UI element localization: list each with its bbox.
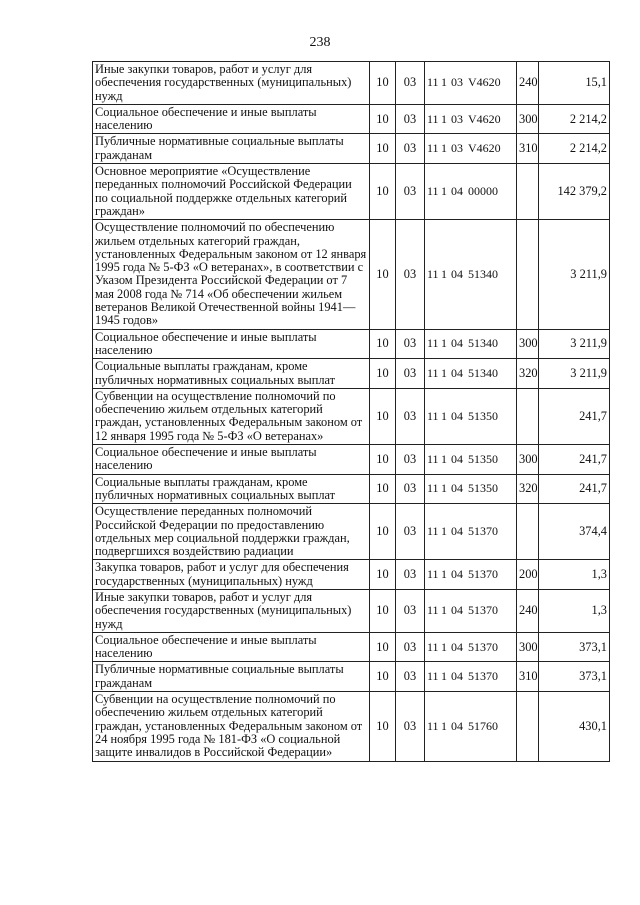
- row-name: Субвенции на осуществление полномочий по обеспечению жильем отдельных категорий граждан, установленных Федеральным законом от 12 января 1995 года № 5-ФЗ «О ветеранах»: [93, 388, 370, 444]
- row-section-code: 10: [370, 445, 396, 475]
- row-target-article-code: [425, 104, 517, 134]
- target-article-part: 03: [451, 141, 463, 156]
- row-amount: 373,1: [539, 632, 610, 662]
- target-article-part: 1: [441, 266, 447, 281]
- budget-table-body: [93, 62, 610, 762]
- target-article-part: 51350: [468, 481, 498, 496]
- row-expense-type-code: 200: [517, 560, 539, 590]
- target-article-part: 11: [427, 481, 439, 496]
- row-amount: 430,1: [539, 692, 610, 761]
- target-article-part: V4620: [468, 111, 501, 126]
- target-article-part: 1: [441, 184, 447, 199]
- row-section-code: 10: [370, 504, 396, 560]
- target-article-part: 1: [441, 408, 447, 423]
- target-article-part: 11: [427, 111, 439, 126]
- target-article-part: 51370: [468, 603, 498, 618]
- row-amount: 373,1: [539, 662, 610, 692]
- target-article-part: 04: [451, 451, 463, 466]
- row-target-article-code: [425, 504, 517, 560]
- table-row: [93, 62, 610, 105]
- target-article-part: 51340: [468, 266, 498, 281]
- target-article-part: 1: [441, 524, 447, 539]
- row-amount: 3 211,9: [539, 220, 610, 329]
- row-target-article-code: [425, 359, 517, 389]
- row-target-article-code: [425, 329, 517, 359]
- target-article-part: 1: [441, 336, 447, 351]
- row-subsection-code: 03: [396, 632, 425, 662]
- target-article-part: 51760: [468, 718, 498, 733]
- target-article-part: 1: [441, 481, 447, 496]
- row-expense-type-code: 240: [517, 589, 539, 632]
- row-name: Основное мероприятие «Осуществление переданных полномочий Российской Федерации по социальной поддержке отдельных категорий граждан»: [93, 164, 370, 220]
- table-row: [93, 104, 610, 134]
- target-article-part: 11: [427, 184, 439, 199]
- row-target-article-code: [425, 164, 517, 220]
- row-subsection-code: 03: [396, 220, 425, 329]
- row-expense-type-code: [517, 692, 539, 761]
- row-name: Публичные нормативные социальные выплаты гражданам: [93, 134, 370, 164]
- target-article-part: 11: [427, 75, 439, 90]
- row-amount: 1,3: [539, 589, 610, 632]
- row-expense-type-code: [517, 220, 539, 329]
- row-section-code: 10: [370, 589, 396, 632]
- table-row: [93, 692, 610, 761]
- target-article-part: 1: [441, 141, 447, 156]
- target-article-part: 04: [451, 184, 463, 199]
- row-expense-type-code: 240: [517, 62, 539, 105]
- target-article-part: 11: [427, 336, 439, 351]
- table-row: [93, 589, 610, 632]
- row-amount: 3 211,9: [539, 329, 610, 359]
- row-expense-type-code: [517, 388, 539, 444]
- target-article-part: 03: [451, 75, 463, 90]
- row-amount: 15,1: [539, 62, 610, 105]
- row-amount: 241,7: [539, 474, 610, 504]
- row-amount: 142 379,2: [539, 164, 610, 220]
- target-article-part: 04: [451, 365, 463, 380]
- target-article-part: 51350: [468, 408, 498, 423]
- row-target-article-code: [425, 692, 517, 761]
- row-section-code: 10: [370, 388, 396, 444]
- target-article-part: 11: [427, 718, 439, 733]
- target-article-part: 04: [451, 603, 463, 618]
- table-row: [93, 134, 610, 164]
- row-target-article-code: [425, 560, 517, 590]
- row-amount: 1,3: [539, 560, 610, 590]
- row-expense-type-code: 320: [517, 359, 539, 389]
- target-article-part: 11: [427, 141, 439, 156]
- table-row: [93, 329, 610, 359]
- row-target-article-code: [425, 662, 517, 692]
- row-expense-type-code: 300: [517, 632, 539, 662]
- table-row: [93, 445, 610, 475]
- row-name: Иные закупки товаров, работ и услуг для обеспечения государственных (муниципальных) нужд: [93, 589, 370, 632]
- table-row: [93, 388, 610, 444]
- row-expense-type-code: 310: [517, 134, 539, 164]
- target-article-part: 1: [441, 75, 447, 90]
- target-article-part: 03: [451, 111, 463, 126]
- table-row: [93, 359, 610, 389]
- target-article-part: 51350: [468, 451, 498, 466]
- target-article-part: 11: [427, 639, 439, 654]
- target-article-part: 51370: [468, 639, 498, 654]
- row-name: Публичные нормативные социальные выплаты гражданам: [93, 662, 370, 692]
- target-article-part: 04: [451, 481, 463, 496]
- row-target-article-code: [425, 220, 517, 329]
- row-target-article-code: [425, 134, 517, 164]
- target-article-part: 04: [451, 408, 463, 423]
- row-section-code: 10: [370, 62, 396, 105]
- target-article-part: 11: [427, 603, 439, 618]
- target-article-part: 04: [451, 567, 463, 582]
- row-name: Иные закупки товаров, работ и услуг для обеспечения государственных (муниципальных) нужд: [93, 62, 370, 105]
- row-subsection-code: 03: [396, 329, 425, 359]
- row-amount: 3 211,9: [539, 359, 610, 389]
- row-section-code: 10: [370, 359, 396, 389]
- row-amount: 2 214,2: [539, 134, 610, 164]
- target-article-part: V4620: [468, 75, 501, 90]
- target-article-part: 11: [427, 669, 439, 684]
- target-article-part: 1: [441, 639, 447, 654]
- row-target-article-code: [425, 445, 517, 475]
- target-article-part: 04: [451, 669, 463, 684]
- target-article-part: 04: [451, 639, 463, 654]
- target-article-part: V4620: [468, 141, 501, 156]
- target-article-part: 04: [451, 336, 463, 351]
- table-row: [93, 560, 610, 590]
- row-amount: 241,7: [539, 445, 610, 475]
- row-subsection-code: 03: [396, 662, 425, 692]
- target-article-part: 1: [441, 718, 447, 733]
- row-target-article-code: [425, 474, 517, 504]
- table-row: [93, 474, 610, 504]
- row-expense-type-code: 310: [517, 662, 539, 692]
- row-subsection-code: 03: [396, 62, 425, 105]
- row-name: Социальные выплаты гражданам, кроме публичных нормативных социальных выплат: [93, 474, 370, 504]
- target-article-part: 51340: [468, 336, 498, 351]
- table-row: [93, 504, 610, 560]
- target-article-part: 51370: [468, 524, 498, 539]
- row-name: Социальное обеспечение и иные выплаты населению: [93, 329, 370, 359]
- row-subsection-code: 03: [396, 359, 425, 389]
- target-article-part: 04: [451, 524, 463, 539]
- row-subsection-code: 03: [396, 134, 425, 164]
- target-article-part: 11: [427, 365, 439, 380]
- target-article-part: 1: [441, 567, 447, 582]
- row-section-code: 10: [370, 662, 396, 692]
- row-expense-type-code: 300: [517, 329, 539, 359]
- target-article-part: 11: [427, 567, 439, 582]
- row-section-code: 10: [370, 692, 396, 761]
- target-article-part: 11: [427, 451, 439, 466]
- row-name: Субвенции на осуществление полномочий по обеспечению жильем отдельных категорий граждан, установленных Федеральным законом от 24 ноября 1995 года № 181-ФЗ «О социальной защите инвалидов в Российской Федерации»: [93, 692, 370, 761]
- target-article-part: 11: [427, 524, 439, 539]
- row-name: Социальное обеспечение и иные выплаты населению: [93, 632, 370, 662]
- row-name: Социальное обеспечение и иные выплаты населению: [93, 104, 370, 134]
- row-subsection-code: 03: [396, 474, 425, 504]
- target-article-part: 00000: [468, 184, 498, 199]
- table-row: [93, 662, 610, 692]
- row-section-code: 10: [370, 104, 396, 134]
- row-amount: 241,7: [539, 388, 610, 444]
- target-article-part: 51370: [468, 567, 498, 582]
- row-subsection-code: 03: [396, 692, 425, 761]
- row-name: Осуществление переданных полномочий Российской Федерации по предоставлению отдельных мер социальной поддержки граждан, подвергшихся воздействию радиации: [93, 504, 370, 560]
- row-section-code: 10: [370, 164, 396, 220]
- target-article-part: 04: [451, 718, 463, 733]
- row-name: Социальное обеспечение и иные выплаты населению: [93, 445, 370, 475]
- row-section-code: 10: [370, 220, 396, 329]
- table-row: [93, 220, 610, 329]
- row-section-code: 10: [370, 474, 396, 504]
- row-expense-type-code: 300: [517, 445, 539, 475]
- target-article-part: 51370: [468, 669, 498, 684]
- budget-table: [92, 61, 610, 762]
- table-row: [93, 632, 610, 662]
- row-name: Социальные выплаты гражданам, кроме публичных нормативных социальных выплат: [93, 359, 370, 389]
- page-number: 238: [309, 35, 331, 50]
- row-expense-type-code: 300: [517, 104, 539, 134]
- row-subsection-code: 03: [396, 445, 425, 475]
- row-section-code: 10: [370, 329, 396, 359]
- row-amount: 2 214,2: [539, 104, 610, 134]
- row-subsection-code: 03: [396, 388, 425, 444]
- row-expense-type-code: [517, 164, 539, 220]
- row-name: Осуществление полномочий по обеспечению жильем отдельных категорий граждан, установленных Федеральным законом от 12 января 1995 года № 5-ФЗ «О ветеранах», в соответствии с Указом Президента Российской Федерации от 7 мая 2008 года № 714 «Об обеспечении жильем ветеранов Великой Отечественной войны 1941—1945 годов»: [93, 220, 370, 329]
- table-row: [93, 164, 610, 220]
- row-subsection-code: 03: [396, 504, 425, 560]
- row-section-code: 10: [370, 632, 396, 662]
- row-subsection-code: 03: [396, 560, 425, 590]
- target-article-part: 11: [427, 408, 439, 423]
- target-article-part: 1: [441, 111, 447, 126]
- row-subsection-code: 03: [396, 104, 425, 134]
- target-article-part: 1: [441, 451, 447, 466]
- row-name: Закупка товаров, работ и услуг для обеспечения государственных (муниципальных) нужд: [93, 560, 370, 590]
- row-subsection-code: 03: [396, 164, 425, 220]
- row-target-article-code: [425, 589, 517, 632]
- row-section-code: 10: [370, 134, 396, 164]
- row-section-code: 10: [370, 560, 396, 590]
- row-amount: 374,4: [539, 504, 610, 560]
- target-article-part: 1: [441, 365, 447, 380]
- row-target-article-code: [425, 632, 517, 662]
- target-article-part: 11: [427, 266, 439, 281]
- target-article-part: 1: [441, 669, 447, 684]
- row-subsection-code: 03: [396, 589, 425, 632]
- row-expense-type-code: 320: [517, 474, 539, 504]
- target-article-part: 04: [451, 266, 463, 281]
- row-target-article-code: [425, 388, 517, 444]
- row-expense-type-code: [517, 504, 539, 560]
- target-article-part: 51340: [468, 365, 498, 380]
- target-article-part: 1: [441, 603, 447, 618]
- row-target-article-code: [425, 62, 517, 105]
